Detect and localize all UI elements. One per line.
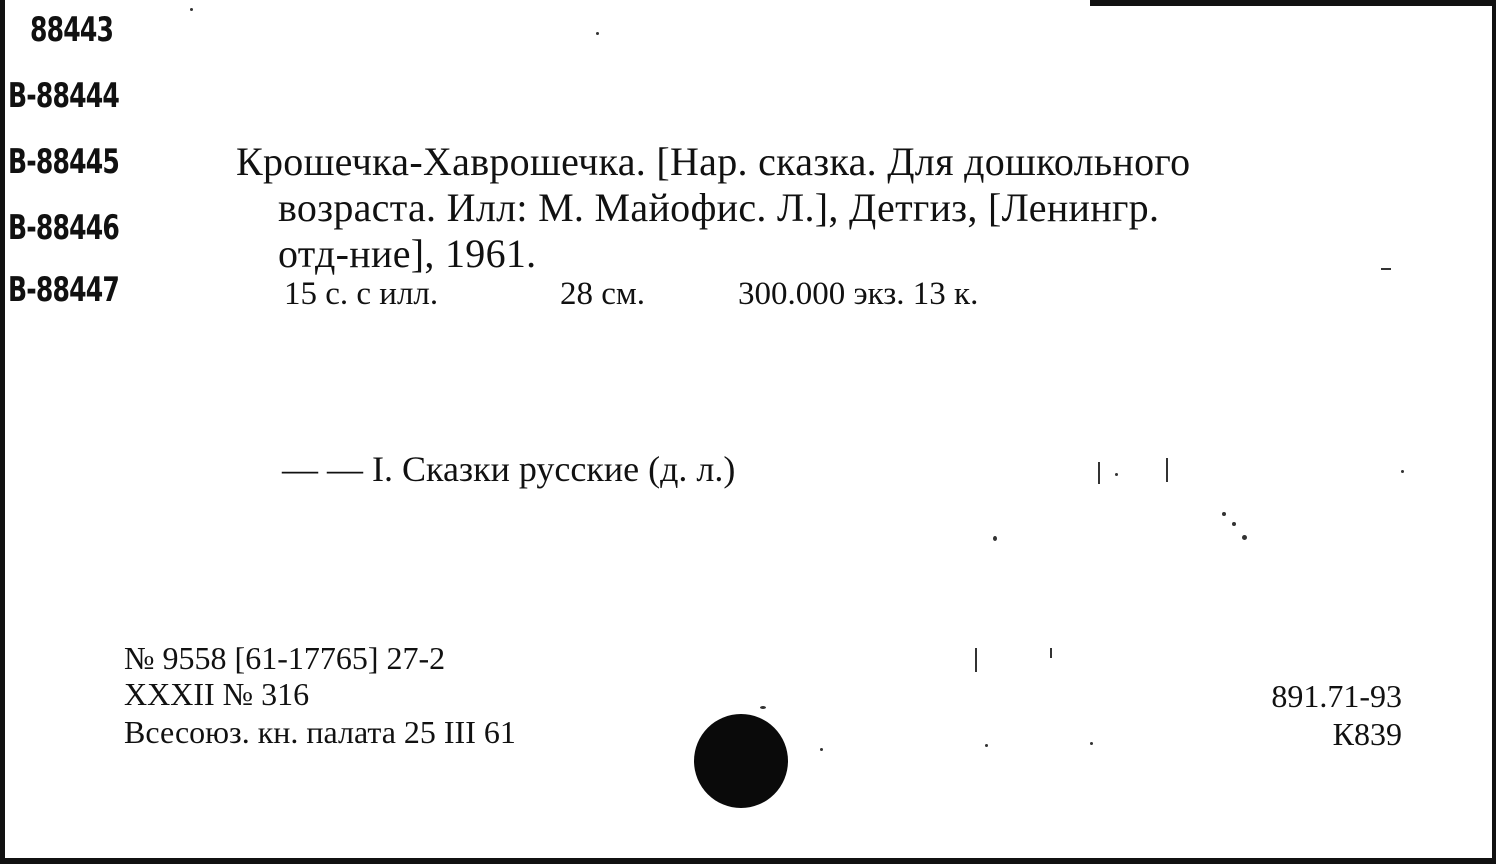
scan-speck — [596, 32, 599, 35]
author-mark: К839 — [1332, 716, 1402, 752]
card-bottom-edge — [0, 858, 1496, 864]
scan-speck — [1381, 268, 1391, 270]
scan-speck — [190, 8, 193, 11]
entry-title-line: Крошечка-Хаврошечка. [Нар. сказка. Для дошкольного — [236, 139, 1191, 184]
scan-speck — [1401, 470, 1404, 473]
record-number: № 9558 [61-17765] 27-2 — [124, 640, 446, 676]
scan-speck — [760, 706, 766, 709]
scan-speck — [993, 536, 997, 541]
record-chamber: Всесоюз. кн. палата 25 III 61 — [124, 714, 516, 750]
card-right-edge — [1492, 0, 1496, 864]
handwritten-number-5: B-88447 — [8, 270, 120, 310]
scan-speck — [1098, 462, 1100, 484]
scan-speck — [1115, 473, 1118, 476]
scan-speck — [1242, 535, 1247, 540]
handwritten-number-1: 88443 — [30, 10, 114, 50]
scan-speck — [1222, 512, 1226, 516]
scan-speck — [820, 748, 823, 751]
record-series: XXXII № 316 — [124, 676, 310, 712]
scan-speck — [1232, 522, 1236, 526]
handwritten-number-2: B-88444 — [8, 76, 120, 116]
handwritten-number-3: B-88445 — [8, 142, 120, 182]
handwritten-number-4: B-88446 — [8, 208, 120, 248]
subject-heading: — — I. Сказки русские (д. л.) — [282, 449, 736, 489]
entry-year-line: отд-ние], 1961. — [278, 231, 537, 276]
scan-speck — [1050, 648, 1052, 658]
entry-imprint-line: возраста. Илл: М. Майофис. Л.], Детгиз, [Ленингр. — [278, 185, 1160, 230]
udc-code: 891.71-93 — [1271, 678, 1402, 714]
card-top-edge — [1090, 0, 1496, 6]
scan-speck — [1166, 458, 1168, 482]
scan-speck — [1090, 742, 1093, 745]
card-punch-hole — [694, 714, 788, 808]
collation-pages: 15 с. с илл. — [284, 276, 439, 312]
scan-speck — [985, 744, 988, 747]
card-left-edge — [0, 0, 5, 864]
collation-size: 28 см. — [560, 276, 646, 312]
scan-speck — [975, 648, 977, 672]
collation-copies-price: 300.000 экз. 13 к. — [738, 276, 979, 312]
